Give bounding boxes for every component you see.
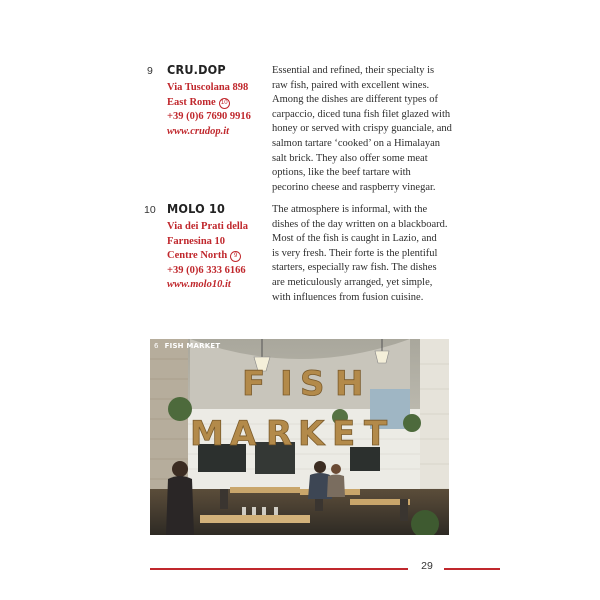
phone-number: +39 (0)6 7690 9916 bbox=[167, 111, 251, 123]
restaurant-contact bbox=[167, 220, 248, 293]
address-line: Via Tuscolana 898 bbox=[167, 82, 249, 93]
sign-letter: I bbox=[280, 364, 293, 404]
restaurant-contact bbox=[167, 81, 251, 139]
sign-letter: H bbox=[335, 364, 364, 404]
district-badge-icon: 10 bbox=[219, 98, 230, 109]
footer-rule-right bbox=[444, 568, 500, 570]
restaurant-photo bbox=[150, 339, 449, 535]
listing-entry-9 bbox=[0, 62, 600, 192]
sign-letter: E bbox=[332, 414, 356, 454]
fish-market-interior-illustration bbox=[150, 339, 449, 535]
address-line: Via dei Prati della bbox=[167, 221, 248, 232]
sign-letter: M bbox=[190, 414, 224, 454]
website-link[interactable]: www.crudop.it bbox=[167, 125, 230, 137]
sign-letter: T bbox=[364, 414, 388, 454]
restaurant-description: Essential and refined, their specialty is raw fish, paired with excellent wines. Among the dishes are different types of carpaccio, diced tuna fish filet glazed with honey or served with crispy guanciale, and salmon tartare ‘cooked’ on a Himalayan salt brick. They also offer some meat options, like the beef tartare with pecorino cheese and raspberry vinegar. bbox=[272, 65, 452, 193]
photo-caption-label: 6 FISH MARKET bbox=[154, 342, 221, 350]
page-number: 29 bbox=[421, 560, 433, 572]
footer-rule-left bbox=[150, 568, 408, 570]
sign-letter: S bbox=[300, 364, 325, 404]
entry-number: 9 bbox=[147, 65, 153, 77]
restaurant-name: CRU.DOP bbox=[167, 62, 226, 77]
address-line: Farnesina 10 bbox=[167, 235, 226, 247]
entry-number: 10 bbox=[144, 204, 156, 216]
sign-letter: R bbox=[266, 414, 293, 454]
sign-letter: K bbox=[298, 414, 325, 454]
sign-letter: F bbox=[242, 364, 266, 404]
address-district: Centre North 9 bbox=[167, 249, 248, 264]
restaurant-description: The atmosphere is informal, with the dishes of the day written on a blackboard. Most of the fish is caught in Lazio, and is very fresh. Their forte is the plentiful starters, especially raw fish. The dishes are meticulously arranged, yet simple, with influences from fusion cuisine. bbox=[272, 204, 448, 303]
sign-letter: A bbox=[230, 414, 257, 454]
phone-number: +39 (0)6 333 6166 bbox=[167, 264, 246, 276]
restaurant-name: MOLO 10 bbox=[167, 201, 225, 216]
website-link[interactable]: www.molo10.it bbox=[167, 279, 231, 291]
listing-entry-10 bbox=[0, 201, 600, 311]
district-badge-icon: 9 bbox=[230, 251, 241, 262]
address-district: East Rome 10 bbox=[167, 96, 251, 111]
